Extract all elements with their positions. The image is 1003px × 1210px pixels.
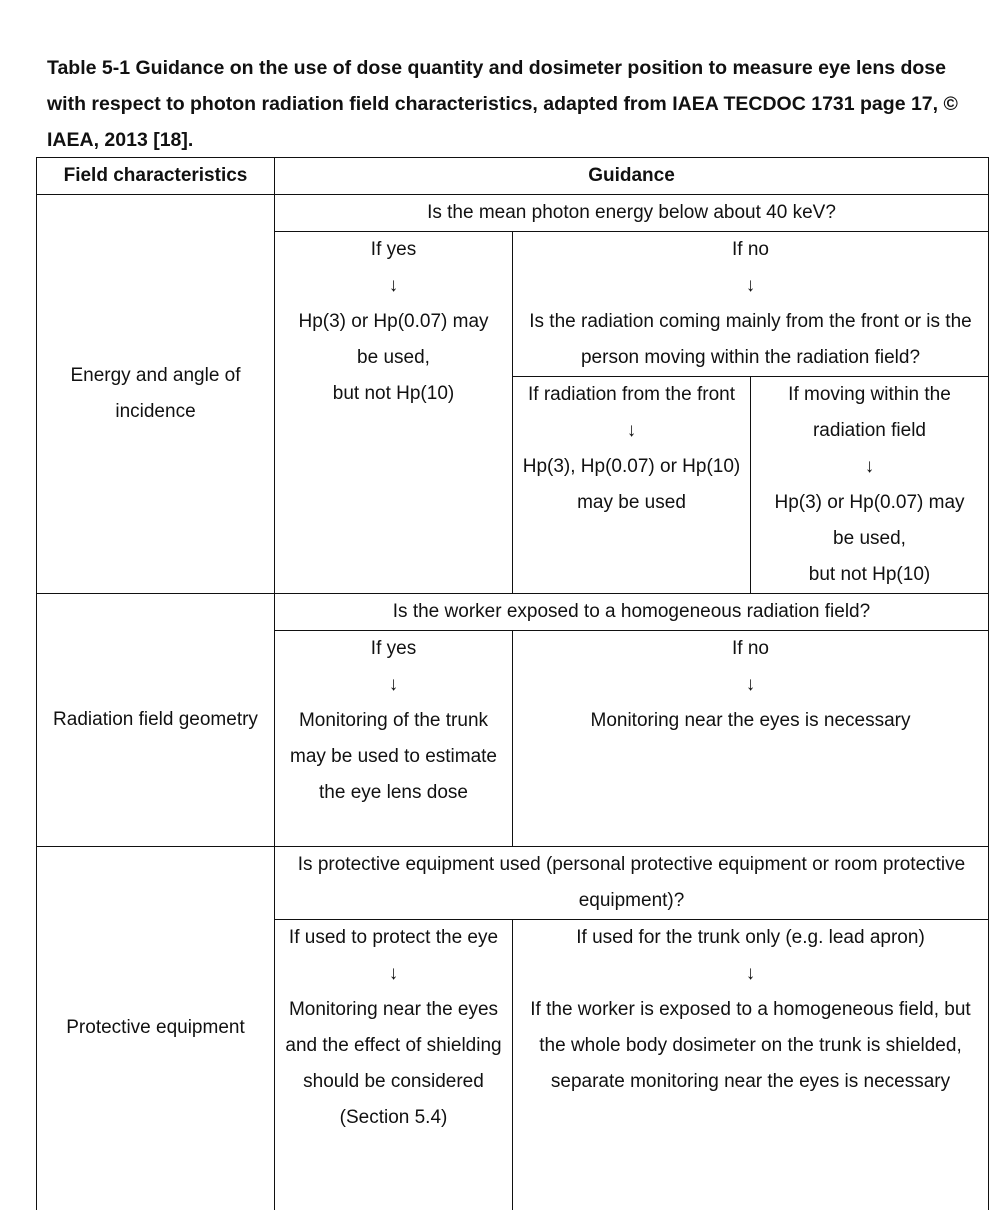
down-arrow-icon: ↓ [388,674,399,695]
protective-eye-cell [275,920,513,1210]
table-caption: Table 5-1 Guidance on the use of dose quantity and dosimeter position to measure eye lens dose with respect to photon radiation field characteristics, adapted from IAEA TECDOC 1731 page 17, © IAEA, 2013 [18]. [47,57,958,151]
energy-yes-line: Hp(3) or Hp(0.07) may [298,311,489,332]
protective-trunk-result: If the worker is exposed to a homogeneous field, but the whole body dosimeter on the trunk is shielded, separate monitoring near the eyes is necessary [530,999,971,1092]
geometry-no-cell [513,631,989,847]
energy-moving-cell [751,377,989,594]
energy-no-label: If no [732,239,769,260]
energy-moving-line: but not Hp(10) [808,564,931,585]
geometry-yes-result: Monitoring of the trunk may be used to estimate the eye lens dose [290,710,497,803]
protective-trunk-label: If used for the trunk only (e.g. lead apron) [576,927,925,948]
field-energy-angle: Energy and angle of incidence [37,195,275,594]
header-guidance: Guidance [275,158,989,195]
field-radiation-geometry: Radiation field geometry [37,594,275,847]
geometry-no-result: Monitoring near the eyes is necessary [590,710,911,731]
down-arrow-icon: ↓ [388,963,399,984]
down-arrow-icon: ↓ [864,456,875,477]
field-protective-equipment: Protective equipment [37,847,275,1210]
energy-question: Is the mean photon energy below about 40 keV? [275,195,989,232]
geometry-yes-label: If yes [370,638,417,659]
energy-front-result: Hp(3), Hp(0.07) or Hp(10) may be used [522,456,741,513]
geometry-no-label: If no [732,638,769,659]
energy-moving-label: If moving within the radiation field [788,384,951,441]
energy-front-cell [513,377,751,594]
down-arrow-icon: ↓ [626,420,637,441]
energy-no-question: Is the radiation coming mainly from the front or is the person moving within the radiation field? [529,311,972,368]
energy-no-cell [513,232,989,377]
down-arrow-icon: ↓ [388,275,399,296]
protective-eye-label: If used to protect the eye [288,927,499,948]
protective-eye-result: Monitoring near the eyes and the effect of shielding should be considered (Section 5.4) [285,999,502,1128]
down-arrow-icon: ↓ [745,674,756,695]
energy-yes-line: but not Hp(10) [332,383,455,404]
down-arrow-icon: ↓ [745,963,756,984]
geometry-question: Is the worker exposed to a homogeneous radiation field? [275,594,989,631]
protective-trunk-cell [513,920,989,1210]
energy-yes-label: If yes [370,239,417,260]
energy-front-label: If radiation from the front [528,384,735,405]
energy-moving-line: be used, [833,528,906,549]
guidance-table [36,157,989,1210]
energy-yes-cell [275,232,513,594]
energy-moving-line: Hp(3) or Hp(0.07) may [774,492,965,513]
header-field-characteristics: Field characteristics [37,158,275,195]
geometry-yes-cell [275,631,513,847]
protective-question: Is protective equipment used (personal protective equipment or room protective equipment)? [275,847,989,920]
down-arrow-icon: ↓ [745,275,756,296]
energy-yes-line: be used, [357,347,430,368]
